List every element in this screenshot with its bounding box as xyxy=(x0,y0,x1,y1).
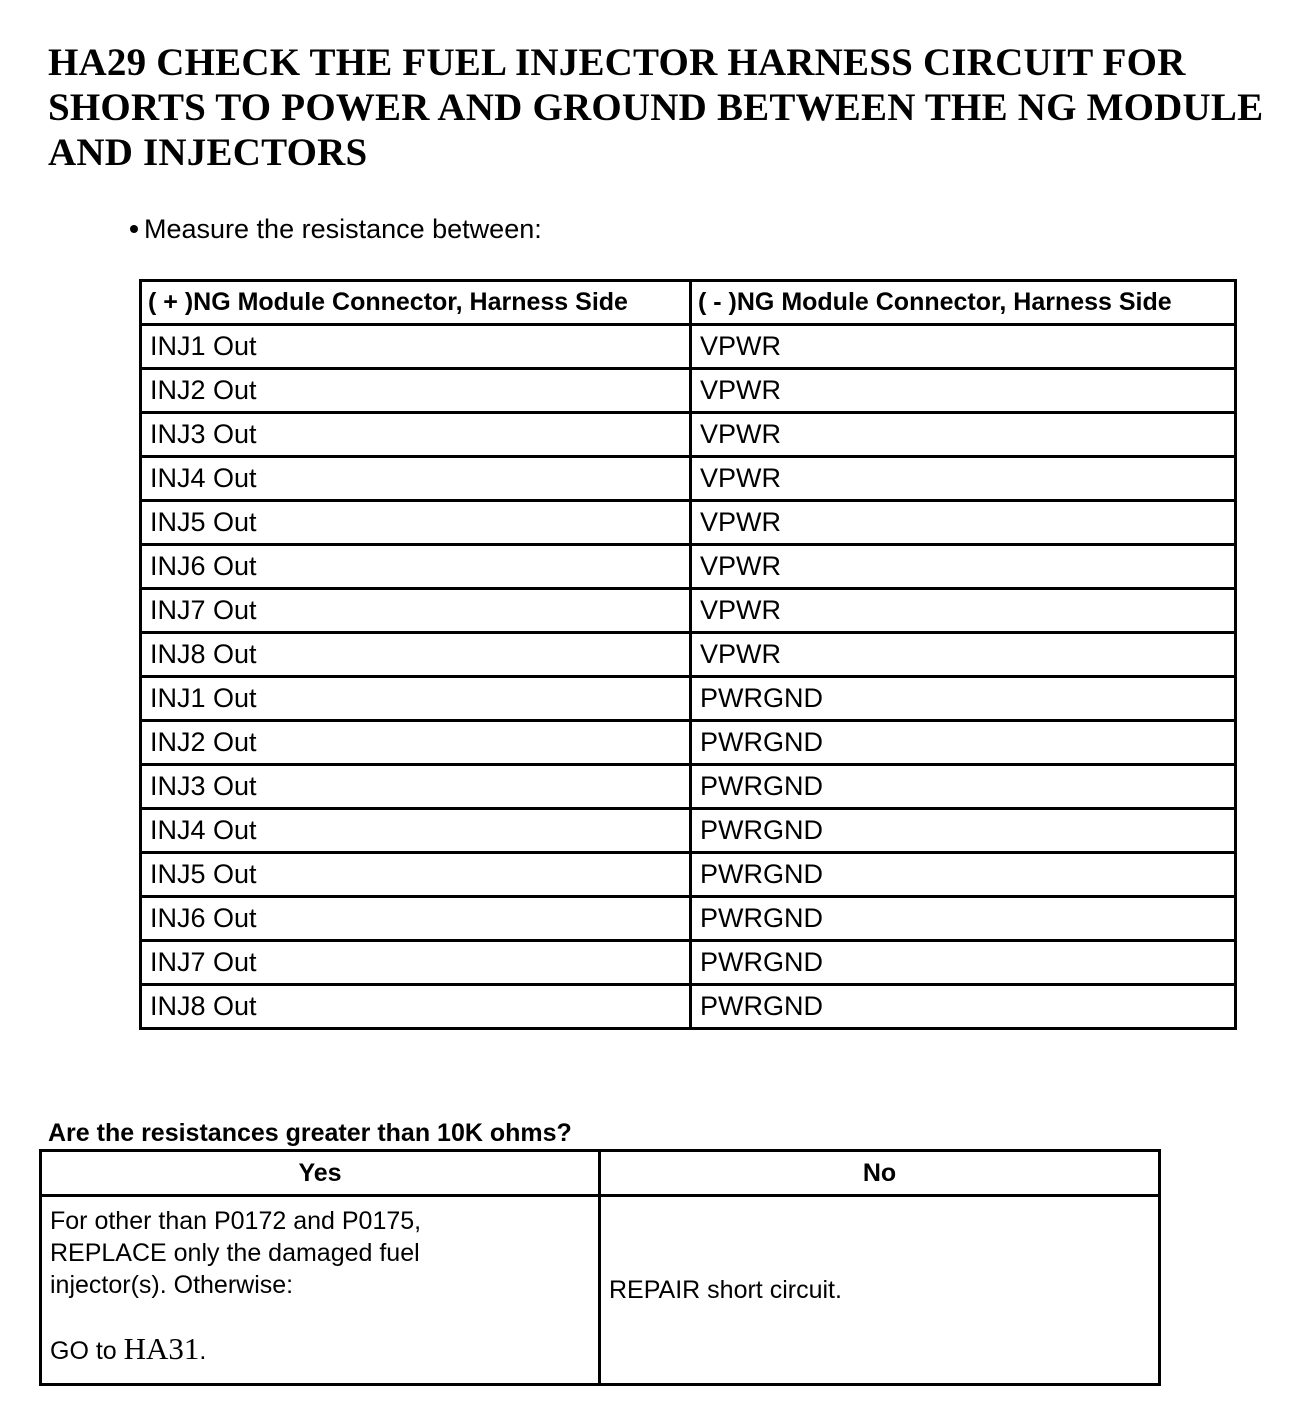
negative-cell: PWRGND xyxy=(691,897,1236,941)
negative-cell: PWRGND xyxy=(691,809,1236,853)
instruction-text: Measure the resistance between: xyxy=(144,214,542,244)
negative-cell: VPWR xyxy=(691,545,1236,589)
positive-cell: INJ8 Out xyxy=(141,985,691,1029)
table-row xyxy=(141,457,1236,501)
instruction-bullet xyxy=(130,212,542,246)
table-row xyxy=(141,677,1236,721)
positive-cell: INJ4 Out xyxy=(141,457,691,501)
question-text: Are the resistances greater than 10K ohms? xyxy=(48,1119,572,1147)
negative-cell: PWRGND xyxy=(691,853,1236,897)
yes-text-line: injector(s). Otherwise: xyxy=(50,1271,294,1299)
table-row xyxy=(141,985,1236,1029)
yes-text-line: REPLACE only the damaged fuel xyxy=(50,1239,420,1267)
goto-suffix: . xyxy=(199,1337,207,1365)
negative-cell: VPWR xyxy=(691,325,1236,369)
positive-cell: INJ6 Out xyxy=(141,897,691,941)
positive-cell: INJ4 Out xyxy=(141,809,691,853)
measurement-table xyxy=(139,279,1237,1030)
negative-cell: PWRGND xyxy=(691,765,1236,809)
bullet-icon xyxy=(130,225,138,233)
negative-cell: PWRGND xyxy=(691,941,1236,985)
table-row xyxy=(141,369,1236,413)
positive-cell: INJ1 Out xyxy=(141,677,691,721)
measurement-header-row xyxy=(141,281,1236,325)
table-row xyxy=(141,897,1236,941)
goto-link-ha31[interactable]: HA31 xyxy=(123,1331,200,1366)
negative-cell: VPWR xyxy=(691,457,1236,501)
positive-cell: INJ1 Out xyxy=(141,325,691,369)
positive-cell: INJ2 Out xyxy=(141,369,691,413)
table-row xyxy=(141,413,1236,457)
negative-cell: VPWR xyxy=(691,369,1236,413)
positive-cell: INJ7 Out xyxy=(141,941,691,985)
positive-cell: INJ3 Out xyxy=(141,413,691,457)
table-row xyxy=(141,809,1236,853)
positive-cell: INJ7 Out xyxy=(141,589,691,633)
column-header-positive: ( + )NG Module Connector, Harness Side xyxy=(141,281,691,325)
negative-cell: PWRGND xyxy=(691,985,1236,1029)
table-row xyxy=(141,589,1236,633)
yes-cell xyxy=(41,1196,600,1385)
table-row xyxy=(141,633,1236,677)
table-row xyxy=(141,325,1236,369)
positive-cell: INJ5 Out xyxy=(141,853,691,897)
negative-cell: PWRGND xyxy=(691,677,1236,721)
decision-row xyxy=(41,1196,1160,1385)
positive-cell: INJ8 Out xyxy=(141,633,691,677)
positive-cell: INJ2 Out xyxy=(141,721,691,765)
table-row xyxy=(141,721,1236,765)
decision-table xyxy=(39,1149,1161,1386)
yes-text-line: For other than P0172 and P0175, xyxy=(50,1207,422,1235)
table-row xyxy=(141,765,1236,809)
negative-cell: VPWR xyxy=(691,589,1236,633)
positive-cell: INJ6 Out xyxy=(141,545,691,589)
positive-cell: INJ5 Out xyxy=(141,501,691,545)
goto-prefix: GO to xyxy=(50,1337,117,1365)
negative-cell: VPWR xyxy=(691,501,1236,545)
yes-header: Yes xyxy=(41,1151,600,1196)
no-header: No xyxy=(600,1151,1160,1196)
table-row xyxy=(141,501,1236,545)
decision-header-row xyxy=(41,1151,1160,1196)
negative-cell: PWRGND xyxy=(691,721,1236,765)
column-header-negative: ( - )NG Module Connector, Harness Side xyxy=(691,281,1236,325)
positive-cell: INJ3 Out xyxy=(141,765,691,809)
negative-cell: VPWR xyxy=(691,413,1236,457)
negative-cell: VPWR xyxy=(691,633,1236,677)
page-title: HA29 CHECK THE FUEL INJECTOR HARNESS CIRCUIT FOR SHORTS TO POWER AND GROUND BETWEEN THE NG MODULE AND INJECTORS xyxy=(48,41,1264,174)
no-text: REPAIR short circuit. xyxy=(609,1276,842,1304)
table-row xyxy=(141,941,1236,985)
table-row xyxy=(141,545,1236,589)
no-cell xyxy=(600,1196,1160,1385)
table-row xyxy=(141,853,1236,897)
